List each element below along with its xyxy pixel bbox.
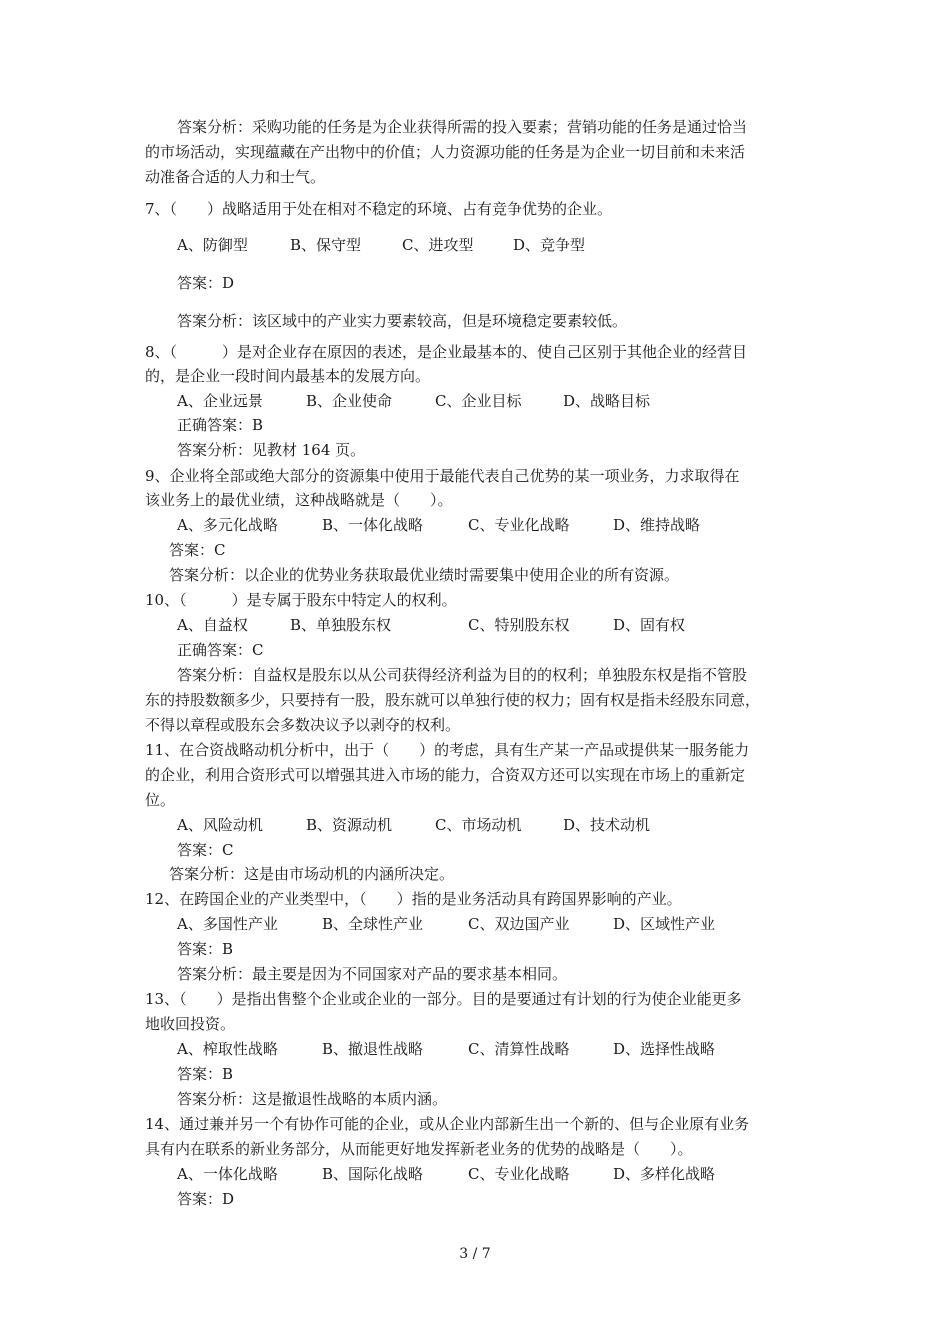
- option-a: A、榨取性战略: [177, 1040, 278, 1058]
- option-c: C、清算性战略: [468, 1040, 570, 1058]
- option-a: A、多元化战略: [177, 516, 278, 534]
- question-stem: 9、企业将全部或绝大部分的资源集中使用于最能代表自己优势的某一项业务，力求取得在: [145, 467, 740, 485]
- answer-text: 答案：B: [177, 940, 234, 958]
- question-stem: 的企业，利用合资形式可以增强其进入市场的能力，合资双方还可以实现在市场上的重新定: [145, 766, 746, 784]
- question-stem: 该业务上的最优业绩，这种战略就是（ ）。: [145, 491, 453, 509]
- question-stem: 11、在合资战略动机分析中，出于（ ）的考虑，具有生产某一产品或提供某一服务能力: [145, 741, 750, 759]
- option-a: A、防御型: [177, 236, 248, 254]
- answer-text: 正确答案：C: [177, 641, 264, 659]
- question-stem: 12、在跨国企业的产业类型中，（ ）指的是业务活动具有跨国界影响的产业。: [145, 890, 682, 908]
- option-a: A、多国性产业: [177, 915, 278, 933]
- question-stem: 14、通过兼并另一个有协作可能的企业，或从企业内部新生出一个新的、但与企业原有业务: [145, 1115, 750, 1133]
- answer-text: 答案：B: [177, 1065, 234, 1083]
- option-b: B、资源动机: [306, 816, 393, 834]
- question-stem: 13、（ ）是指出售整个企业或企业的一部分。目的是要通过有计划的行为使企业能更多: [145, 990, 742, 1008]
- analysis-text: 答案分析：最主要是因为不同国家对产品的要求基本相同。: [177, 965, 568, 983]
- analysis-text: 答案分析：采购功能的任务是为企业获得所需的投入要素；营销功能的任务是通过恰当: [177, 118, 748, 136]
- option-d: D、技术动机: [563, 816, 651, 834]
- option-c: C、企业目标: [435, 392, 522, 410]
- question-stem: 7、（ ）战略适用于处在相对不稳定的环境、占有竞争优势的企业。: [145, 200, 613, 218]
- analysis-text: 答案分析：这是由市场动机的内涵所决定。: [169, 865, 455, 883]
- option-d: D、选择性战略: [613, 1040, 716, 1058]
- option-c: C、专业化战略: [468, 1165, 570, 1183]
- option-b: B、企业使命: [306, 392, 393, 410]
- analysis-text: 答案分析：以企业的优势业务获取最优业绩时需要集中使用企业的所有资源。: [169, 566, 680, 584]
- option-b: B、保守型: [290, 236, 362, 254]
- question-stem: 的，是企业一段时间内最基本的发展方向。: [145, 367, 431, 385]
- answer-text: 答案：D: [177, 274, 235, 292]
- option-b: B、国际化战略: [322, 1165, 424, 1183]
- analysis-text: 答案分析：这是撤退性战略的本质内涵。: [177, 1090, 448, 1108]
- answer-text: 答案：C: [177, 841, 234, 859]
- question-stem: 10、（ ）是专属于股东中特定人的权利。: [145, 591, 457, 609]
- question-stem: 8、（ ）是对企业存在原因的表述，是企业最基本的、使自己区别于其他企业的经营目: [145, 343, 748, 361]
- option-c: C、专业化战略: [468, 516, 570, 534]
- answer-text: 正确答案：B: [177, 416, 264, 434]
- question-stem: 位。: [145, 791, 176, 809]
- analysis-text: 答案分析：自益权是股东以从公司获得经济利益为目的的权利；单独股东权是指不管股: [177, 666, 748, 684]
- option-c: C、双边国产业: [468, 915, 570, 933]
- option-a: A、企业远景: [177, 392, 263, 410]
- option-d: D、竞争型: [513, 236, 586, 254]
- option-b: B、全球性产业: [322, 915, 424, 933]
- option-b: B、撤退性战略: [322, 1040, 424, 1058]
- option-d: D、维持战略: [613, 516, 701, 534]
- option-b: B、一体化战略: [322, 516, 424, 534]
- option-a: A、自益权: [177, 616, 248, 634]
- answer-text: 答案：D: [177, 1190, 235, 1208]
- analysis-text: 东的持股数额多少，只要持有一股，股东就可以单独行使的权力；固有权是指未经股东同意，: [145, 691, 761, 709]
- option-d: D、区域性产业: [613, 915, 716, 933]
- page-number: 3 / 7: [459, 1246, 491, 1262]
- option-c: C、特别股东权: [468, 616, 570, 634]
- option-a: A、一体化战略: [177, 1165, 278, 1183]
- analysis-text: 动准备合适的人力和士气。: [145, 168, 326, 186]
- question-stem: 具有内在联系的新业务部分，从而能更好地发挥新老业务的优势的战略是（ ）。: [145, 1140, 693, 1158]
- option-c: C、市场动机: [435, 816, 522, 834]
- option-d: D、战略目标: [563, 392, 651, 410]
- answer-text: 答案：C: [169, 541, 226, 559]
- option-d: D、固有权: [613, 616, 686, 634]
- analysis-text: 的市场活动，实现蕴藏在产出物中的价值；人力资源功能的任务是为企业一切目前和未来活: [145, 143, 746, 161]
- question-stem: 地收回投资。: [145, 1015, 236, 1033]
- analysis-text: 答案分析：该区域中的产业实力要素较高，但是环境稳定要素较低。: [177, 312, 628, 330]
- analysis-text: 不得以章程或股东会多数决议予以剥夺的权利。: [145, 716, 461, 734]
- option-c: C、进攻型: [402, 236, 474, 254]
- option-b: B、单独股东权: [290, 616, 392, 634]
- option-d: D、多样化战略: [613, 1165, 716, 1183]
- option-a: A、风险动机: [177, 816, 263, 834]
- analysis-text: 答案分析：见教材 164 页。: [177, 441, 366, 459]
